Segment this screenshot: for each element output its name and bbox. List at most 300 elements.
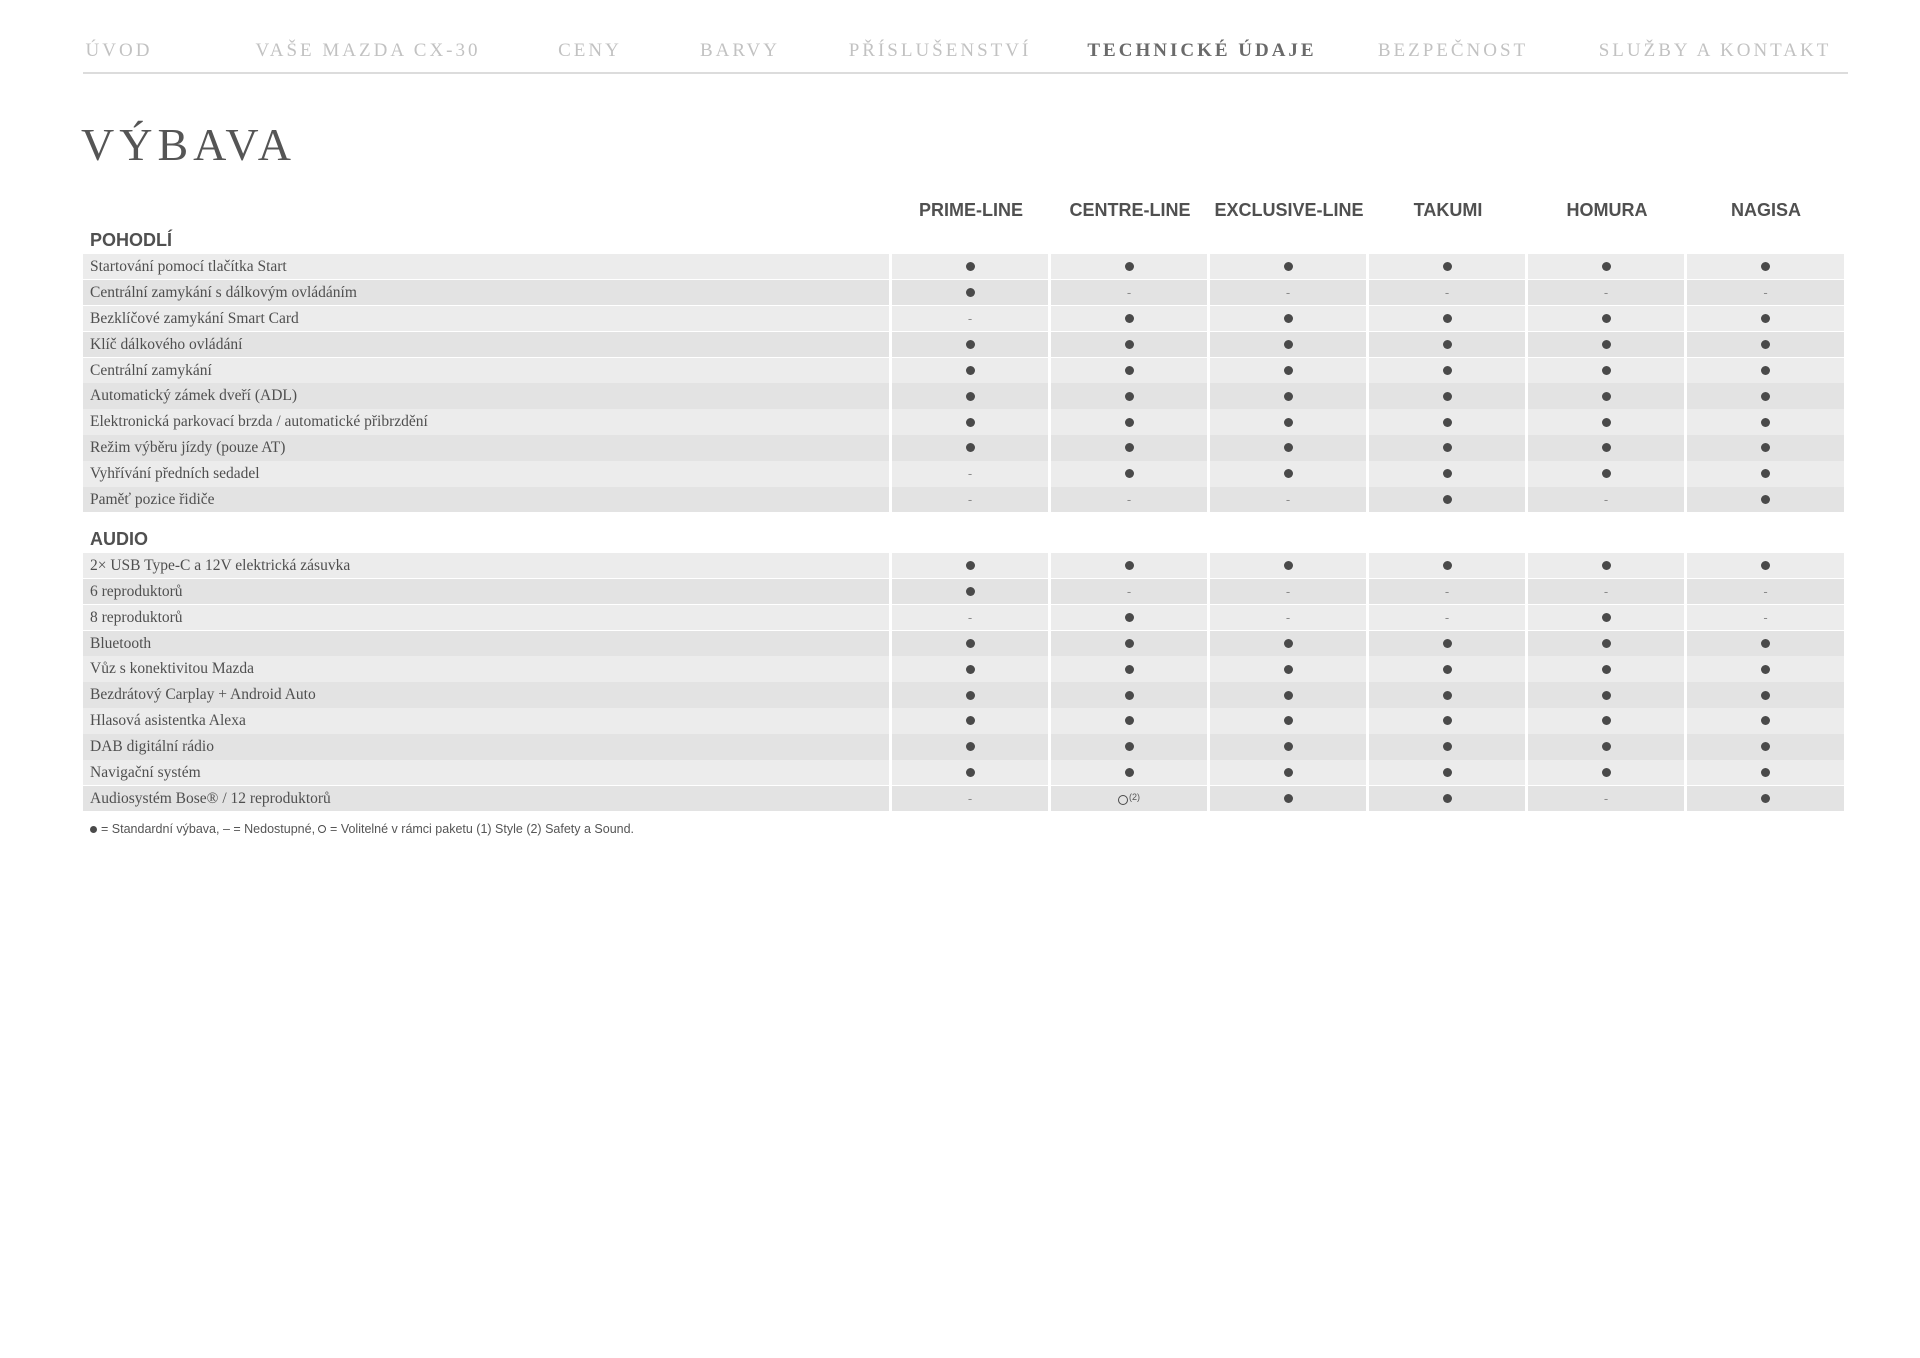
availability-cell	[1051, 409, 1207, 434]
filled-circle-icon	[966, 366, 975, 375]
availability-cell	[1528, 487, 1684, 512]
availability-cell	[1210, 306, 1366, 331]
availability-cell	[1051, 734, 1207, 759]
not-available-mark: -	[1603, 791, 1609, 807]
availability-cell	[1687, 553, 1844, 578]
availability-cell	[892, 306, 1048, 331]
availability-cell	[1687, 306, 1844, 331]
availability-cell	[1210, 656, 1366, 681]
filled-circle-icon	[1602, 314, 1611, 323]
filled-circle-icon	[1125, 613, 1134, 622]
filled-circle-icon	[1443, 742, 1452, 751]
availability-cell	[892, 553, 1048, 578]
filled-circle-icon	[1443, 262, 1452, 271]
filled-circle-icon	[1602, 613, 1611, 622]
filled-circle-icon	[1602, 768, 1611, 777]
filled-circle-icon	[1443, 366, 1452, 375]
filled-circle-icon	[90, 826, 97, 833]
filled-circle-icon	[1602, 665, 1611, 674]
feature-label: Klíč dálkového ovládání	[83, 332, 889, 357]
not-available-mark: -	[1126, 285, 1132, 301]
filled-circle-icon	[1284, 742, 1293, 751]
column-header: NAGISA	[1730, 200, 1802, 220]
equipment-table	[83, 196, 1848, 812]
availability-cell	[1369, 435, 1525, 460]
availability-cell	[1210, 435, 1366, 460]
availability-cell	[1687, 254, 1844, 279]
filled-circle-icon	[1125, 314, 1134, 323]
filled-circle-icon	[1125, 768, 1134, 777]
filled-circle-icon	[1602, 366, 1611, 375]
not-available-mark: -	[1126, 583, 1132, 599]
table-body	[83, 226, 1848, 811]
filled-circle-icon	[1602, 418, 1611, 427]
filled-circle-icon	[1443, 495, 1452, 504]
filled-circle-icon	[966, 665, 975, 674]
availability-cell	[892, 605, 1048, 630]
filled-circle-icon	[1125, 262, 1134, 271]
filled-circle-icon	[1284, 639, 1293, 648]
availability-cell	[1369, 734, 1525, 759]
feature-label: 6 reproduktorů	[83, 579, 889, 604]
availability-cell	[1051, 656, 1207, 681]
filled-circle-icon	[1761, 495, 1770, 504]
not-available-mark: -	[1603, 583, 1609, 599]
table-row	[83, 461, 1848, 486]
availability-cell	[1369, 553, 1525, 578]
page-title: VÝBAVA	[81, 119, 296, 170]
filled-circle-icon	[966, 340, 975, 349]
legend	[90, 822, 634, 836]
availability-cell	[1528, 656, 1684, 681]
feature-label: Bezklíčové zamykání Smart Card	[83, 306, 889, 331]
filled-circle-icon	[1761, 794, 1770, 803]
availability-cell	[1210, 579, 1366, 604]
availability-cell	[1687, 461, 1844, 486]
availability-cell	[1210, 760, 1366, 785]
table-row	[83, 409, 1848, 434]
nav-item-sluzby-kontakt[interactable]: SLUŽBY A KONTAKT	[1598, 40, 1832, 61]
not-available-mark: -	[1603, 285, 1609, 301]
availability-cell	[1687, 605, 1844, 630]
availability-cell	[1528, 631, 1684, 656]
filled-circle-icon	[966, 587, 975, 596]
nav-item-ceny[interactable]: CENY	[558, 40, 622, 61]
filled-circle-icon	[1125, 469, 1134, 478]
availability-cell	[1528, 553, 1684, 578]
filled-circle-icon	[966, 392, 975, 401]
section-gap	[83, 513, 1848, 525]
filled-circle-icon	[1761, 262, 1770, 271]
filled-circle-icon	[1125, 443, 1134, 452]
availability-cell	[1051, 605, 1207, 630]
table-row	[83, 358, 1848, 383]
table-row	[83, 734, 1848, 759]
feature-label: Bluetooth	[83, 631, 889, 656]
filled-circle-icon	[1761, 665, 1770, 674]
filled-circle-icon	[1125, 716, 1134, 725]
feature-label: Bezdrátový Carplay + Android Auto	[83, 682, 889, 707]
availability-cell	[1369, 383, 1525, 408]
availability-cell	[1210, 487, 1366, 512]
availability-cell	[1369, 682, 1525, 707]
availability-cell	[892, 656, 1048, 681]
table-row	[83, 579, 1848, 604]
filled-circle-icon	[1761, 742, 1770, 751]
availability-cell	[892, 734, 1048, 759]
availability-cell	[1687, 631, 1844, 656]
filled-circle-icon	[1602, 742, 1611, 751]
availability-cell	[1051, 708, 1207, 733]
availability-cell	[892, 332, 1048, 357]
legend-standard-text: = Standardní výbava, – = Nedostupné,	[101, 822, 316, 836]
table-row	[83, 708, 1848, 733]
availability-cell	[1687, 786, 1844, 811]
filled-circle-icon	[1443, 716, 1452, 725]
availability-cell	[1210, 708, 1366, 733]
availability-cell	[1369, 487, 1525, 512]
filled-circle-icon	[1443, 691, 1452, 700]
filled-circle-icon	[1761, 716, 1770, 725]
filled-circle-icon	[1125, 366, 1134, 375]
availability-cell	[1210, 786, 1366, 811]
availability-cell	[1687, 332, 1844, 357]
filled-circle-icon	[1284, 418, 1293, 427]
availability-cell	[1528, 383, 1684, 408]
availability-cell	[1369, 708, 1525, 733]
feature-label: DAB digitální rádio	[83, 734, 889, 759]
availability-cell	[1051, 682, 1207, 707]
filled-circle-icon	[1125, 742, 1134, 751]
feature-label: Centrální zamykání	[83, 358, 889, 383]
table-row	[83, 682, 1848, 707]
availability-cell	[1051, 435, 1207, 460]
nav-item-vase-mazda[interactable]: VAŠE MAZDA CX-30	[255, 40, 481, 61]
availability-cell	[1528, 306, 1684, 331]
filled-circle-icon	[1125, 665, 1134, 674]
section-title: AUDIO	[90, 528, 148, 549]
table-row	[83, 254, 1848, 279]
availability-cell	[1051, 280, 1207, 305]
table-row	[83, 631, 1848, 656]
section-title: POHODLÍ	[90, 230, 173, 250]
table-row	[83, 383, 1848, 408]
feature-label: Centrální zamykání s dálkovým ovládáním	[83, 280, 889, 305]
legend-optional-text: = Volitelné v rámci paketu (1) Style (2) Safety a Sound.	[330, 822, 635, 836]
nav-item-technicke-udaje[interactable]: TECHNICKÉ ÚDAJE	[1087, 40, 1317, 61]
not-available-mark: -	[1285, 492, 1291, 508]
availability-cell	[892, 579, 1048, 604]
filled-circle-icon	[966, 288, 975, 297]
availability-cell	[1528, 358, 1684, 383]
availability-cell	[1210, 332, 1366, 357]
feature-label: Vyhřívání předních sedadel	[83, 461, 889, 486]
availability-cell	[1369, 786, 1525, 811]
not-available-mark: -	[1763, 583, 1768, 599]
feature-label: Navigační systém	[83, 760, 889, 785]
filled-circle-icon	[1284, 768, 1293, 777]
availability-cell	[1369, 760, 1525, 785]
filled-circle-icon	[1761, 366, 1770, 375]
filled-circle-icon	[1443, 768, 1452, 777]
nav-item-barvy[interactable]: BARVY	[700, 40, 780, 61]
filled-circle-icon	[1284, 392, 1293, 401]
feature-label: Startování pomocí tlačítka Start	[83, 254, 889, 279]
filled-circle-icon	[1761, 314, 1770, 323]
availability-cell	[1051, 383, 1207, 408]
availability-cell	[1210, 358, 1366, 383]
filled-circle-icon	[966, 691, 975, 700]
optional-mark	[1118, 792, 1140, 805]
availability-cell	[1210, 631, 1366, 656]
availability-cell	[1210, 605, 1366, 630]
filled-circle-icon	[1125, 392, 1134, 401]
availability-cell	[892, 786, 1048, 811]
availability-cell	[1687, 579, 1844, 604]
availability-cell	[1528, 280, 1684, 305]
availability-cell	[1051, 760, 1207, 785]
table-row	[83, 760, 1848, 785]
not-available-mark: -	[967, 466, 973, 482]
availability-cell	[1528, 435, 1684, 460]
availability-cell	[1528, 409, 1684, 434]
top-navigation	[83, 34, 1848, 74]
not-available-mark: -	[967, 609, 973, 625]
open-circle-icon	[1118, 795, 1128, 805]
filled-circle-icon	[1602, 469, 1611, 478]
availability-cell	[1687, 734, 1844, 759]
filled-circle-icon	[1443, 561, 1452, 570]
feature-label: Audiosystém Bose® / 12 reproduktorů	[83, 786, 889, 811]
feature-label: Elektronická parkovací brzda / automatické přibrzdění	[83, 409, 889, 434]
availability-cell	[1528, 461, 1684, 486]
filled-circle-icon	[966, 742, 975, 751]
availability-cell	[1687, 708, 1844, 733]
filled-circle-icon	[1125, 418, 1134, 427]
availability-cell	[892, 461, 1048, 486]
filled-circle-icon	[1284, 794, 1293, 803]
feature-label: Hlasová asistentka Alexa	[83, 708, 889, 733]
table-row	[83, 435, 1848, 460]
availability-cell	[1528, 682, 1684, 707]
filled-circle-icon	[966, 418, 975, 427]
filled-circle-icon	[1125, 561, 1134, 570]
filled-circle-icon	[1443, 314, 1452, 323]
filled-circle-icon	[1284, 340, 1293, 349]
not-available-mark: -	[967, 492, 973, 508]
filled-circle-icon	[1761, 639, 1770, 648]
availability-cell	[1369, 358, 1525, 383]
availability-cell	[1369, 280, 1525, 305]
availability-cell	[1528, 760, 1684, 785]
availability-cell	[1687, 383, 1844, 408]
table-row	[83, 332, 1848, 357]
column-header-row	[83, 196, 1848, 226]
availability-cell	[1369, 579, 1525, 604]
availability-cell	[1051, 306, 1207, 331]
filled-circle-icon	[1125, 340, 1134, 349]
filled-circle-icon	[1602, 262, 1611, 271]
filled-circle-icon	[1602, 443, 1611, 452]
column-header: PRIME-LINE	[918, 200, 1024, 220]
feature-label: 2× USB Type-C a 12V elektrická zásuvka	[83, 553, 889, 578]
not-available-mark: -	[1285, 609, 1291, 625]
filled-circle-icon	[1284, 443, 1293, 452]
availability-cell	[1369, 306, 1525, 331]
table-row	[83, 280, 1848, 305]
availability-cell	[892, 631, 1048, 656]
not-available-mark: -	[1603, 492, 1609, 508]
filled-circle-icon	[966, 443, 975, 452]
table-row	[83, 553, 1848, 578]
filled-circle-icon	[1761, 418, 1770, 427]
filled-circle-icon	[1443, 469, 1452, 478]
not-available-mark: -	[1444, 285, 1450, 301]
filled-circle-icon	[966, 262, 975, 271]
availability-cell	[1369, 254, 1525, 279]
filled-circle-icon	[1443, 392, 1452, 401]
not-available-mark: -	[1444, 583, 1450, 599]
filled-circle-icon	[966, 561, 975, 570]
availability-cell	[1687, 358, 1844, 383]
column-header: TAKUMI	[1413, 200, 1483, 220]
availability-cell	[1210, 461, 1366, 486]
availability-cell	[1687, 487, 1844, 512]
availability-cell	[892, 358, 1048, 383]
availability-cell	[1210, 682, 1366, 707]
availability-cell	[1528, 786, 1684, 811]
availability-cell	[892, 760, 1048, 785]
filled-circle-icon	[966, 716, 975, 725]
availability-cell	[1528, 332, 1684, 357]
filled-circle-icon	[1443, 639, 1452, 648]
feature-label: Vůz s konektivitou Mazda	[83, 656, 889, 681]
filled-circle-icon	[1602, 340, 1611, 349]
availability-cell	[1051, 553, 1207, 578]
availability-cell	[1528, 734, 1684, 759]
filled-circle-icon	[1284, 691, 1293, 700]
availability-cell	[1051, 461, 1207, 486]
availability-cell	[1051, 358, 1207, 383]
filled-circle-icon	[1602, 639, 1611, 648]
filled-circle-icon	[966, 768, 975, 777]
availability-cell	[1528, 605, 1684, 630]
table-row	[83, 656, 1848, 681]
filled-circle-icon	[1125, 639, 1134, 648]
availability-cell	[1687, 280, 1844, 305]
nav-item-bezpecnost[interactable]: BEZPEČNOST	[1377, 40, 1529, 61]
availability-cell	[1369, 332, 1525, 357]
availability-cell	[1051, 579, 1207, 604]
availability-cell	[1528, 254, 1684, 279]
table-row	[83, 605, 1848, 630]
availability-cell	[1369, 631, 1525, 656]
filled-circle-icon	[1761, 340, 1770, 349]
availability-cell	[1687, 682, 1844, 707]
table-row	[83, 487, 1848, 512]
filled-circle-icon	[1284, 262, 1293, 271]
filled-circle-icon	[1761, 691, 1770, 700]
availability-cell	[1210, 383, 1366, 408]
availability-cell	[1687, 409, 1844, 434]
table-row	[83, 306, 1848, 331]
nav-item-prislusenstvi[interactable]: PŘÍSLUŠENSTVÍ	[848, 40, 1032, 61]
availability-cell	[1210, 254, 1366, 279]
package-footnote: (2)	[1129, 792, 1140, 803]
availability-cell	[892, 383, 1048, 408]
availability-cell	[892, 708, 1048, 733]
nav-item-uvod[interactable]: ÚVOD	[85, 40, 153, 61]
filled-circle-icon	[1443, 665, 1452, 674]
availability-cell	[1210, 280, 1366, 305]
filled-circle-icon	[1284, 716, 1293, 725]
filled-circle-icon	[1284, 469, 1293, 478]
column-header: EXCLUSIVE-LINE	[1214, 200, 1364, 220]
not-available-mark: -	[1285, 285, 1291, 301]
availability-cell	[1369, 656, 1525, 681]
availability-cell	[1528, 579, 1684, 604]
availability-cell	[892, 409, 1048, 434]
filled-circle-icon	[1602, 716, 1611, 725]
feature-label: Automatický zámek dveří (ADL)	[83, 383, 889, 408]
filled-circle-icon	[1602, 691, 1611, 700]
availability-cell	[1051, 631, 1207, 656]
filled-circle-icon	[1284, 561, 1293, 570]
availability-cell	[1687, 435, 1844, 460]
feature-label: 8 reproduktorů	[83, 605, 889, 630]
availability-cell	[892, 435, 1048, 460]
open-circle-icon	[318, 825, 326, 833]
availability-cell	[1687, 656, 1844, 681]
filled-circle-icon	[1125, 691, 1134, 700]
feature-label: Režim výběru jízdy (pouze AT)	[83, 435, 889, 460]
filled-circle-icon	[1602, 561, 1611, 570]
availability-cell	[892, 682, 1048, 707]
filled-circle-icon	[1761, 561, 1770, 570]
filled-circle-icon	[1443, 794, 1452, 803]
not-available-mark: -	[1763, 609, 1768, 625]
filled-circle-icon	[966, 639, 975, 648]
filled-circle-icon	[1761, 443, 1770, 452]
filled-circle-icon	[1443, 340, 1452, 349]
filled-circle-icon	[1761, 392, 1770, 401]
feature-label: Paměť pozice řidiče	[83, 487, 889, 512]
not-available-mark: -	[1444, 609, 1450, 625]
availability-cell	[892, 280, 1048, 305]
availability-cell	[1051, 487, 1207, 512]
table-row	[83, 786, 1848, 811]
column-header: HOMURA	[1566, 200, 1648, 220]
filled-circle-icon	[1284, 665, 1293, 674]
availability-cell	[1210, 734, 1366, 759]
column-header: CENTRE-LINE	[1069, 200, 1191, 220]
availability-cell	[1051, 332, 1207, 357]
availability-cell	[1687, 760, 1844, 785]
availability-cell	[1369, 605, 1525, 630]
availability-cell	[1369, 461, 1525, 486]
filled-circle-icon	[1602, 392, 1611, 401]
availability-cell	[1369, 409, 1525, 434]
not-available-mark: -	[1126, 492, 1132, 508]
filled-circle-icon	[1284, 366, 1293, 375]
availability-cell	[1528, 708, 1684, 733]
filled-circle-icon	[1443, 443, 1452, 452]
availability-cell	[892, 487, 1048, 512]
availability-cell	[1051, 786, 1207, 811]
filled-circle-icon	[1761, 469, 1770, 478]
availability-cell	[892, 254, 1048, 279]
availability-cell	[1210, 553, 1366, 578]
